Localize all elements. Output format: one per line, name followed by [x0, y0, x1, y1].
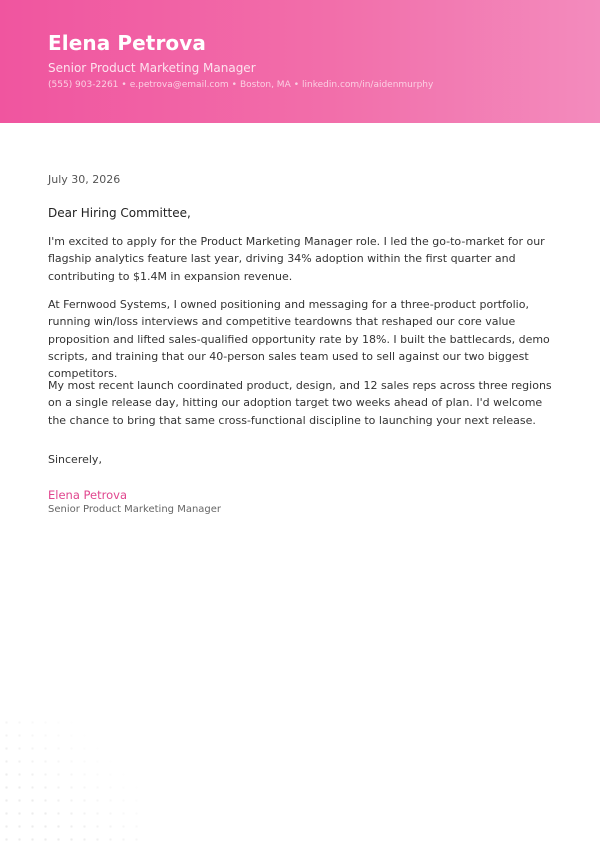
contact-line [48, 80, 433, 90]
contact-phone: (555) 903-2261 [48, 80, 119, 90]
contact-separator: • [293, 80, 300, 90]
header-banner [0, 0, 600, 123]
body-paragraph-2: At Fernwood Systems, I owned positioning and messaging for a three-product portfolio, running win/loss interviews and competitive teardowns that reshaped our core value proposition and lifted sales-qualified opportunity rate by 18%. I built the battlecards, demo scripts, and training that our 40-person sales team used to sell against our two biggest competitors. [48, 298, 550, 381]
signature-title: Senior Product Marketing Manager [48, 504, 222, 515]
applicant-title: Senior Product Marketing Manager [48, 61, 256, 75]
signature-name: Elena Petrova [48, 488, 128, 502]
applicant-name: Elena Petrova [48, 31, 206, 55]
letter-date: July 30, 2026 [48, 173, 121, 186]
contact-linkedin[interactable]: linkedin.com/in/aidenmurphy [302, 80, 434, 90]
salutation: Dear Hiring Committee, [48, 206, 191, 220]
contact-email[interactable]: e.petrova@email.com [129, 80, 229, 90]
decorative-dot-pattern [0, 716, 140, 848]
contact-location: Boston, MA [239, 80, 291, 90]
closing: Sincerely, [48, 453, 102, 466]
body-paragraph-3: My most recent launch coordinated product, design, and 12 sales reps across three regions on a single release day, hitting our adoption target two weeks ahead of plan. I'd welcome the chance to bring that same cross-functional discipline to launching your next release. [48, 379, 552, 427]
contact-separator: • [121, 80, 127, 90]
body-paragraph-1: I'm excited to apply for the Product Marketing Manager role. I led the go-to-market for our flagship analytics feature last year, driving 34% adoption within the first quarter and contributing to $1.4M in expansion revenue. [48, 235, 545, 283]
contact-separator: • [231, 80, 237, 90]
